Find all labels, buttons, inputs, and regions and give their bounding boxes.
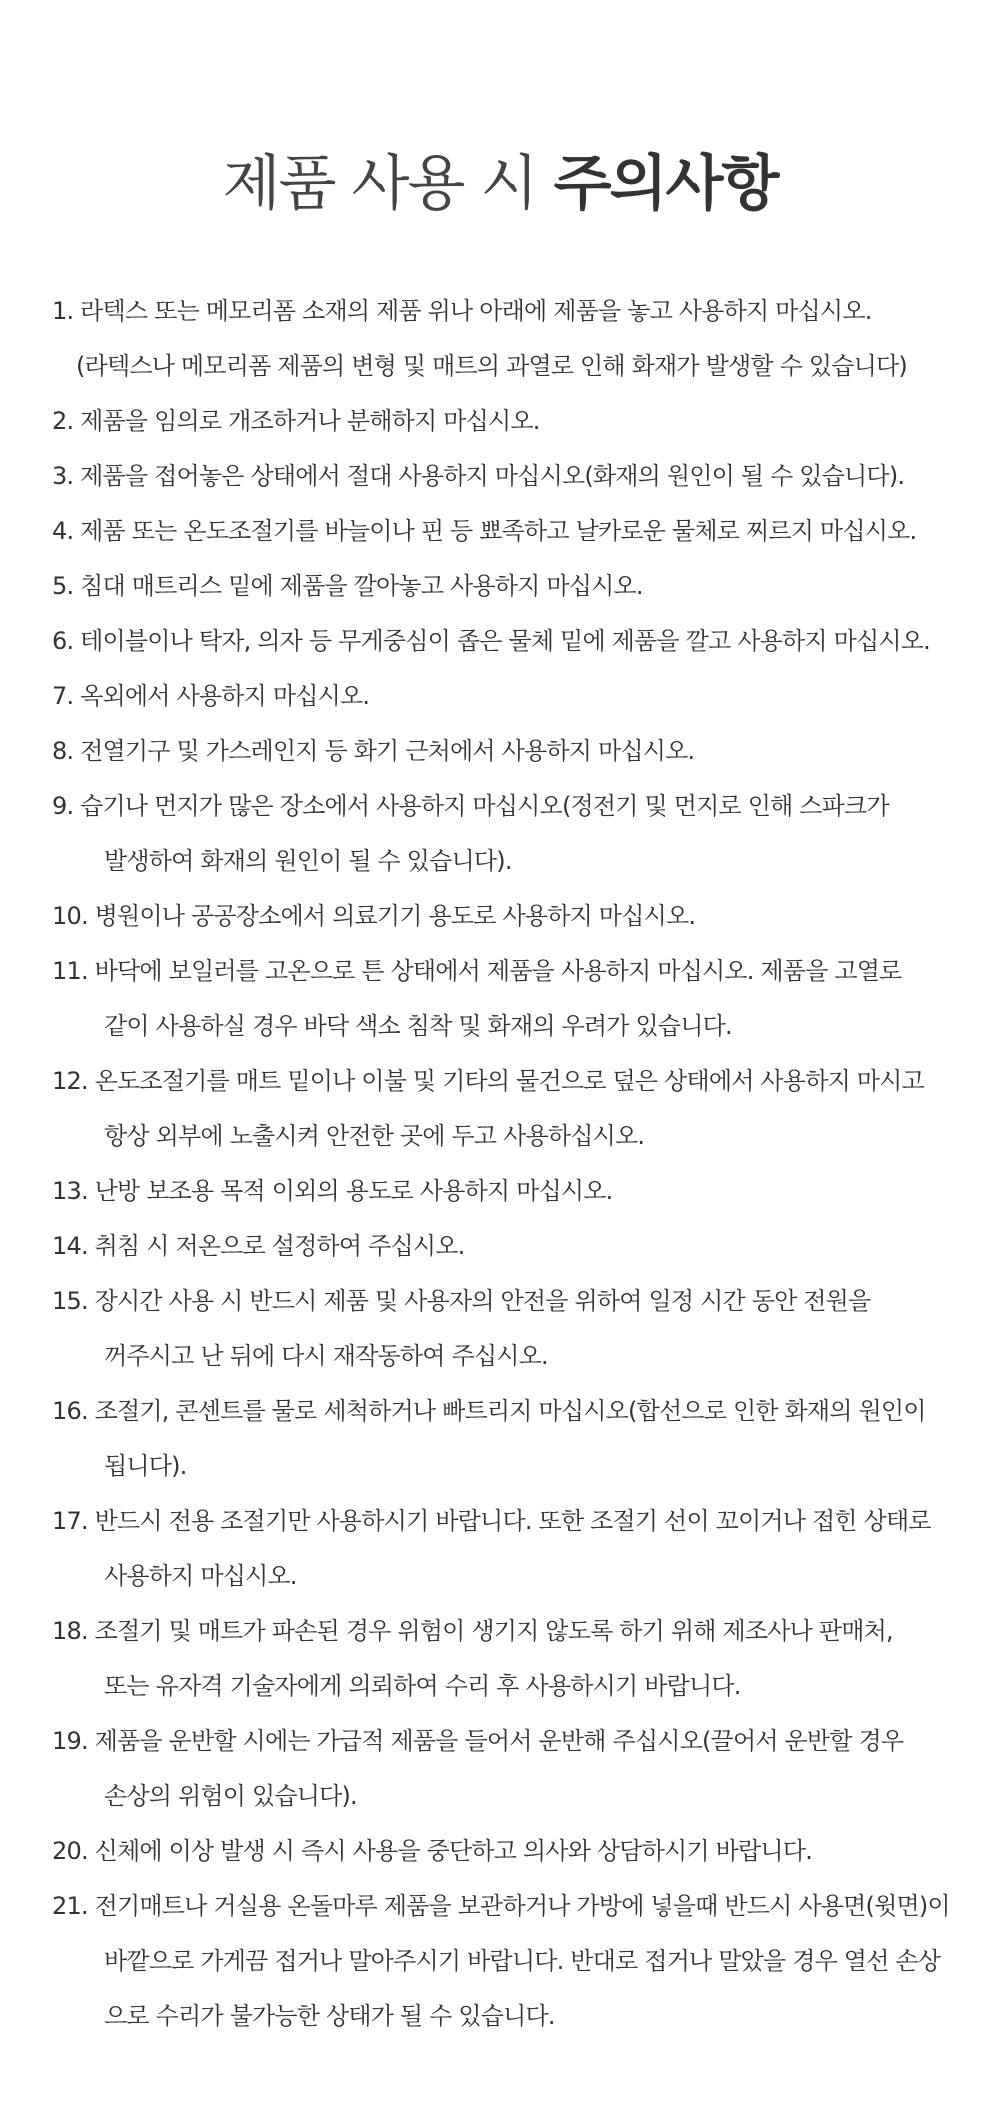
- caution-item-21: [52, 1879, 972, 2044]
- caution-item-text: 14. 취침 시 저온으로 설정하여 주십시오.: [52, 1232, 465, 1260]
- caution-item-15: [52, 1274, 972, 1384]
- caution-item-text: 10. 병원이나 공공장소에서 의료기기 용도로 사용하지 마십시오.: [52, 902, 696, 930]
- caution-item-12: [52, 1054, 972, 1164]
- caution-item-text: 16. 조절기, 콘센트를 물로 세척하거나 빠트리지 마십시오(합선으로 인한 화재의 원인이: [52, 1397, 926, 1425]
- caution-item-text: 11. 바닥에 보일러를 고온으로 튼 상태에서 제품을 사용하지 마십시오. 제품을 고열로: [52, 957, 902, 985]
- caution-item-18: [52, 1604, 972, 1714]
- caution-item-8: [52, 724, 972, 779]
- caution-item-text: 3. 제품을 접어놓은 상태에서 절대 사용하지 마십시오(화재의 원인이 될 수 있습니다).: [52, 462, 905, 490]
- caution-item-continuation: 바깥으로 가게끔 접거나 말아주시기 바랍니다. 반대로 접거나 말았을 경우 열선 손상: [104, 1947, 941, 1975]
- caution-item-19: [52, 1714, 972, 1824]
- caution-item-16: [52, 1384, 972, 1494]
- caution-item-13: [52, 1164, 972, 1219]
- caution-item-20: [52, 1824, 972, 1879]
- caution-item-9: [52, 779, 972, 889]
- caution-item-11: [52, 944, 972, 1054]
- title-light-text: 제품 사용 시: [222, 149, 554, 220]
- caution-item-text: 8. 전열기구 및 가스레인지 등 화기 근처에서 사용하지 마십시오.: [52, 737, 695, 765]
- caution-item-text: 2. 제품을 임의로 개조하거나 분해하지 마십시오.: [52, 407, 540, 435]
- caution-item-14: [52, 1219, 972, 1274]
- caution-item-continuation: 발생하여 화재의 원인이 될 수 있습니다).: [104, 847, 512, 875]
- caution-item-2: [52, 394, 972, 449]
- caution-item-text: 21. 전기매트나 거실용 온돌마루 제품을 보관하거나 가방에 넣을때 반드시 사용면(윗면)이: [52, 1892, 950, 1920]
- caution-item-continuation: 손상의 위험이 있습니다).: [104, 1782, 357, 1810]
- page-title: [0, 148, 1000, 220]
- caution-item-17: [52, 1494, 972, 1604]
- caution-item-continuation: 사용하지 마십시오.: [104, 1562, 297, 1590]
- caution-item-6: [52, 614, 972, 669]
- caution-item-continuation: 항상 외부에 노출시켜 안전한 곳에 두고 사용하십시오.: [104, 1122, 645, 1150]
- caution-item-text: 18. 조절기 및 매트가 파손된 경우 위험이 생기지 않도록 하기 위해 제조사나 판매처,: [52, 1617, 893, 1645]
- caution-item-continuation: 같이 사용하실 경우 바닥 색소 침착 및 화재의 우려가 있습니다.: [104, 1012, 732, 1040]
- caution-item-3: [52, 449, 972, 504]
- caution-item-1: [52, 284, 972, 394]
- caution-item-text: 7. 옥외에서 사용하지 마십시오.: [52, 682, 370, 710]
- caution-item-text: 17. 반드시 전용 조절기만 사용하시기 바랍니다. 또한 조절기 선이 꼬이거나 접힌 상태로: [52, 1507, 931, 1535]
- caution-item-text: 13. 난방 보조용 목적 이외의 용도로 사용하지 마십시오.: [52, 1177, 613, 1205]
- caution-item-text: 1. 라텍스 또는 메모리폼 소재의 제품 위나 아래에 제품을 놓고 사용하지 마십시오.: [52, 297, 872, 325]
- caution-item-text: 5. 침대 매트리스 밑에 제품을 깔아놓고 사용하지 마십시오.: [52, 572, 643, 600]
- caution-item-continuation: (라텍스나 메모리폼 제품의 변형 및 매트의 과열로 인해 화재가 발생할 수 있습니다): [76, 352, 907, 380]
- caution-item-4: [52, 504, 972, 559]
- caution-list: [52, 284, 972, 2044]
- caution-item-text: 12. 온도조절기를 매트 밑이나 이불 및 기타의 물건으로 덮은 상태에서 사용하지 마시고: [52, 1067, 924, 1095]
- caution-item-text: 9. 습기나 먼지가 많은 장소에서 사용하지 마십시오(정전기 및 먼지로 인해 스파크가: [52, 792, 889, 820]
- caution-item-7: [52, 669, 972, 724]
- caution-item-text: 20. 신체에 이상 발생 시 즉시 사용을 중단하고 의사와 상담하시기 바랍니다.: [52, 1837, 813, 1865]
- caution-item-continuation: 으로 수리가 불가능한 상태가 될 수 있습니다.: [104, 2002, 555, 2030]
- caution-item-text: 15. 장시간 사용 시 반드시 제품 및 사용자의 안전을 위하여 일정 시간 동안 전원을: [52, 1287, 871, 1315]
- caution-item-text: 4. 제품 또는 온도조절기를 바늘이나 핀 등 뾰족하고 날카로운 물체로 찌르지 마십시오.: [52, 517, 917, 545]
- caution-item-text: 6. 테이블이나 탁자, 의자 등 무게중심이 좁은 물체 밑에 제품을 깔고 사용하지 마십시오.: [52, 627, 930, 655]
- caution-item-continuation: 꺼주시고 난 뒤에 다시 재작동하여 주십시오.: [104, 1342, 548, 1370]
- caution-item-10: [52, 889, 972, 944]
- caution-item-continuation: 됩니다).: [104, 1452, 187, 1480]
- caution-item-text: 19. 제품을 운반할 시에는 가급적 제품을 들어서 운반해 주십시오(끌어서 운반할 경우: [52, 1727, 904, 1755]
- caution-item-5: [52, 559, 972, 614]
- caution-item-continuation: 또는 유자격 기술자에게 의뢰하여 수리 후 사용하시기 바랍니다.: [104, 1672, 741, 1700]
- title-bold-text: 주의사항: [553, 149, 778, 220]
